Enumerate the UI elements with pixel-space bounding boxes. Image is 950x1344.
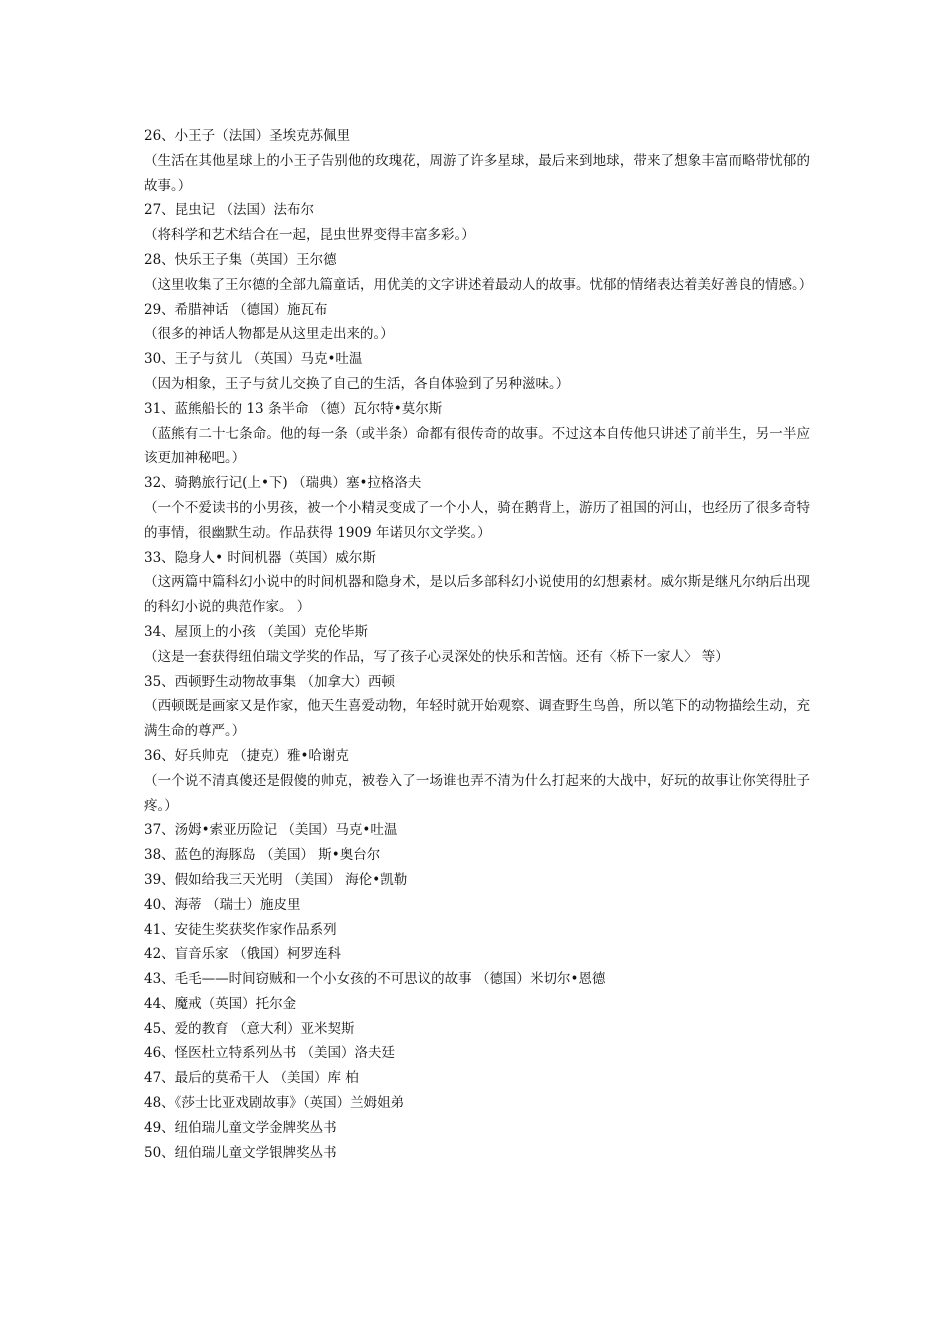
book-entry: 28、快乐王子集（英国）王尔德 [144,251,337,268]
book-entry: 34、屋顶上的小孩 （美国）克伦毕斯 [144,623,368,640]
book-entry: 46、怪医杜立特系列丛书 （美国）洛夫廷 [144,1045,395,1062]
book-entry: 43、毛毛——时间窃贼和一个小女孩的不可思议的故事 （德国）米切尔•恩德 [144,971,606,988]
book-entry: 41、安徒生奖获奖作家作品系列 [144,921,337,938]
book-entry: 39、假如给我三天光明 （美国） 海伦•凯勒 [144,871,408,888]
book-entry: 37、汤姆•索亚历险记 （美国）马克•吐温 [144,822,398,839]
book-description: （西顿既是画家又是作家，他天生喜爱动物，年轻时就开始观察、调查野生鸟兽，所以笔下的动物描绘生动，充满生命的尊严。） [144,698,810,740]
book-description: （这里收集了王尔德的全部九篇童话，用优美的文字讲述着最动人的故事。忧郁的情绪表达着美好善良的情感。） [144,276,813,293]
book-description: （一个不爱读书的小男孩，被一个小精灵变成了一个小人，骑在鹅背上，游历了祖国的河山，也经历了很多奇特的事情，很幽默生动。作品获得 1909 年诺贝尔文学奖。） [144,499,810,541]
book-description: （这两篇中篇科幻小说中的时间机器和隐身术，是以后多部科幻小说使用的幻想素材。威尔斯是继凡尔纳后出现的科幻小说的典范作家。 ） [144,574,810,616]
book-entry: 44、魔戒（英国）托尔金 [144,995,297,1012]
book-description: （生活在其他星球上的小王子告别他的玫瑰花，周游了许多星球，最后来到地球，带来了想象丰富而略带忧郁的故事。） [144,152,810,194]
book-entry: 47、最后的莫希干人 （美国）库 柏 [144,1070,359,1087]
book-entry: 42、盲音乐家 （俄国）柯罗连科 [144,946,341,963]
book-entry: 35、西顿野生动物故事集 （加拿大）西顿 [144,673,395,690]
book-description: （一个说不清真傻还是假傻的帅克，被卷入了一场谁也弄不清为什么打起来的大战中，好玩的故事让你笑得肚子疼。） [144,772,810,814]
book-entry: 48、《莎士比亚戏剧故事》（英国）兰姆姐弟 [144,1095,405,1112]
book-entry: 31、蓝熊船长的 13 条半命 （德）瓦尔特•莫尔斯 [144,400,443,417]
book-entry: 40、海蒂 （瑞士）施皮里 [144,896,301,913]
document-page [144,124,813,1165]
book-entry: 30、王子与贫儿 （英国）马克•吐温 [144,351,363,368]
book-entry: 29、希腊神话 （德国）施瓦布 [144,301,328,318]
book-description: （将科学和艺术结合在一起，昆虫世界变得丰富多彩。） [144,227,475,244]
book-entry: 36、好兵帅克 （捷克）雅•哈谢克 [144,747,349,764]
book-entry: 26、小王子（法国）圣埃克苏佩里 [144,128,351,144]
book-entry: 49、纽伯瑞儿童文学金牌奖丛书 [144,1119,337,1136]
book-entry: 27、昆虫记 （法国）法布尔 [144,202,314,219]
book-entry: 32、骑鹅旅行记(上•下) （瑞典）塞•拉格洛夫 [144,475,422,492]
book-description: （很多的神话人物都是从这里走出来的。） [144,326,394,343]
book-entry: 50、纽伯瑞儿童文学银牌奖丛书 [144,1144,337,1161]
book-entry: 33、隐身人• 时间机器（英国）威尔斯 [144,549,376,566]
book-entry: 45、爱的教育 （意大利）亚米契斯 [144,1020,355,1037]
book-description: （因为相象，王子与贫儿交换了自己的生活，各自体验到了另种滋味。） [144,375,570,392]
book-description: （这是一套获得纽伯瑞文学奖的作品，写了孩子心灵深处的快乐和苦恼。还有〈桥下一家人〉 等） [144,648,729,665]
book-description: （蓝熊有二十七条命。他的每一条（或半条）命都有很传奇的故事。不过这本自传他只讲述了前半生，另一半应该更加神秘吧。） [144,425,810,467]
book-entry: 38、蓝色的海豚岛 （美国） 斯•奥台尔 [144,847,381,864]
